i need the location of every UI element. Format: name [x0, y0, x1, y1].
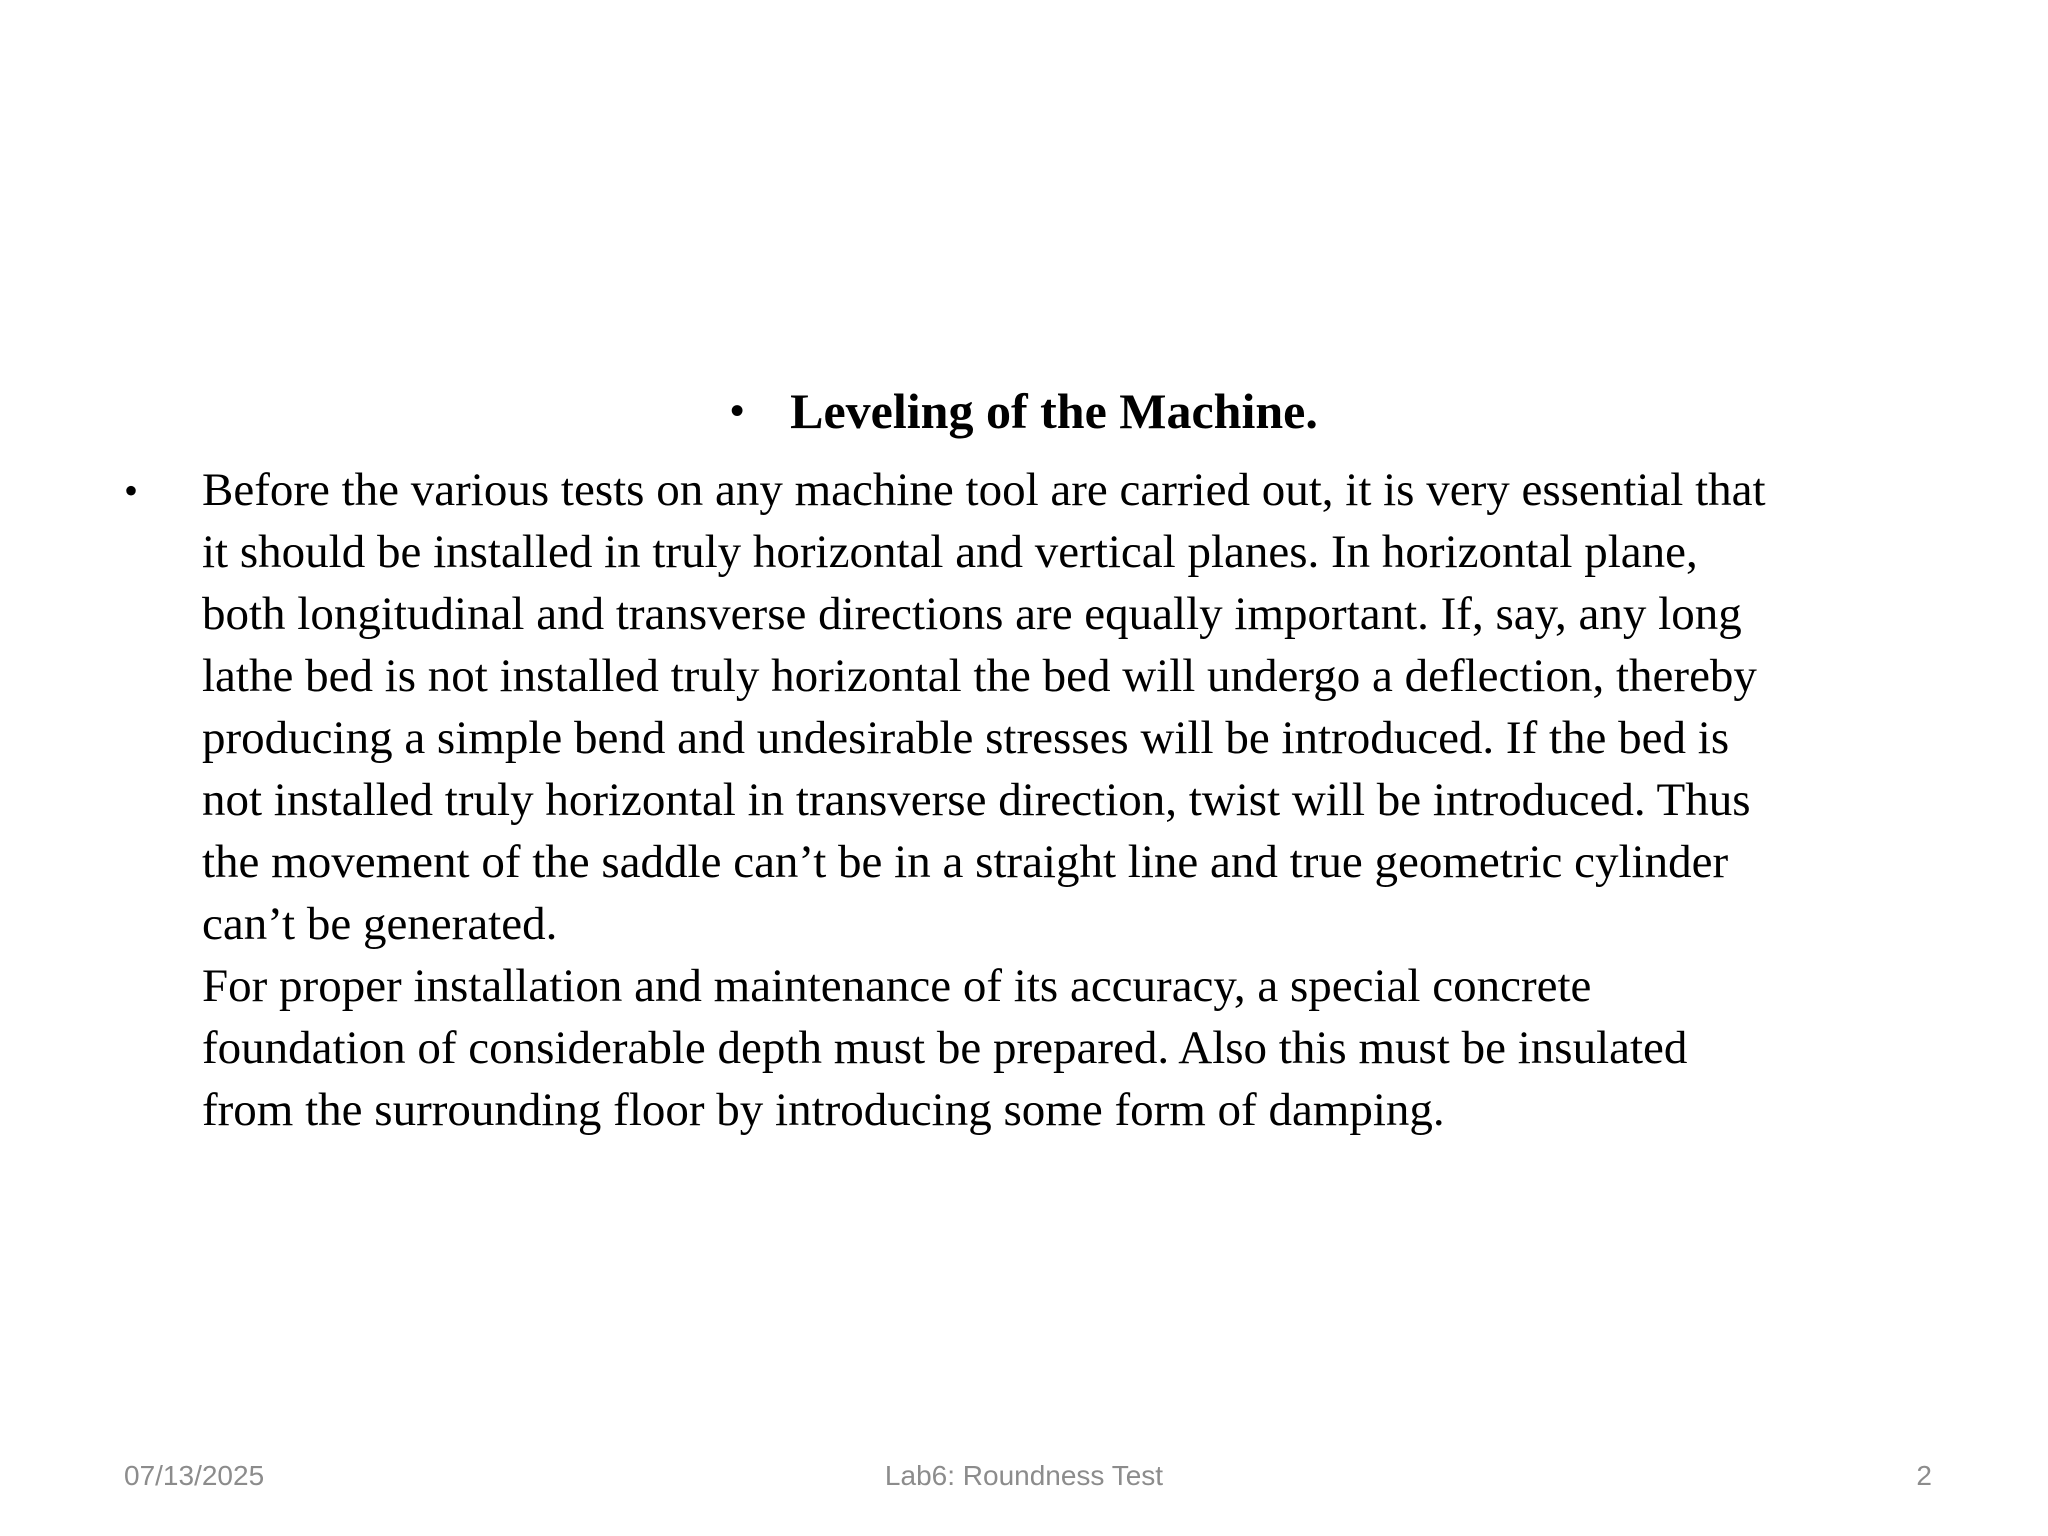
body-line: the movement of the saddle can’t be in a straight line and true geometric cylinder — [202, 836, 1729, 888]
footer-page-number: 2 — [1916, 1460, 1932, 1491]
body-line: it should be installed in truly horizontal and vertical planes. In horizontal plane, — [202, 526, 1698, 578]
body-line: can’t be generated. — [202, 898, 558, 950]
footer-title: Lab6: Roundness Test — [884, 1460, 1164, 1491]
body-line: from the surrounding floor by introducing some form of damping. — [202, 1084, 1445, 1136]
body-line: For proper installation and maintenance of its accuracy, a special concrete — [202, 960, 1592, 1012]
bullet-icon: • — [124, 468, 139, 513]
body-line: foundation of considerable depth must be prepared. Also this must be insulated — [202, 1022, 1688, 1074]
bullet-icon: • — [730, 388, 745, 433]
footer-date: 07/13/2025 — [124, 1460, 265, 1491]
body-paragraph — [202, 459, 1962, 1141]
heading-text: Leveling of the Machine. — [790, 383, 1318, 439]
body-line: both longitudinal and transverse directions are equally important. If, say, any long — [202, 588, 1742, 640]
body-line: not installed truly horizontal in transverse direction, twist will be introduced. Thus — [202, 774, 1751, 826]
body-line: lathe bed is not installed truly horizontal the bed will undergo a deflection, thereby — [202, 650, 1757, 702]
body-line: producing a simple bend and undesirable stresses will be introduced. If the bed is — [202, 712, 1730, 764]
body-line: Before the various tests on any machine tool are carried out, it is very essential that — [202, 464, 1766, 516]
slide-heading — [0, 378, 2048, 444]
